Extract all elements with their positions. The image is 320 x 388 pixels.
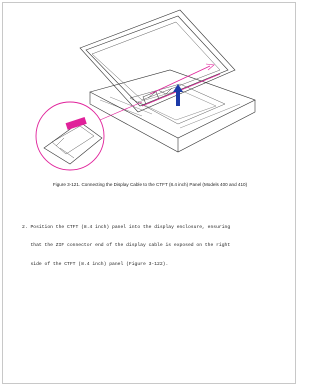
display-lid (80, 10, 235, 112)
step-line: 2. Position the CTFT (8.4 inch) panel into the display enclosure, ensuring (22, 224, 231, 230)
step-line: side of the CTFT (8.4 inch) panel (Figure 3-122). (22, 262, 169, 268)
laptop-illustration (30, 8, 270, 176)
detail-leader-line (100, 102, 142, 120)
procedure-step (22, 212, 282, 275)
figure-caption: Figure 3-121. Connecting the Display Cable to the CTFT (8.4 inch) Panel (Models 400 and 410) (52, 182, 248, 187)
step-line: that the ZIF connector end of the display cable is exposed on the right (22, 243, 231, 249)
laptop-base (90, 70, 255, 152)
magnified-detail (36, 102, 104, 170)
